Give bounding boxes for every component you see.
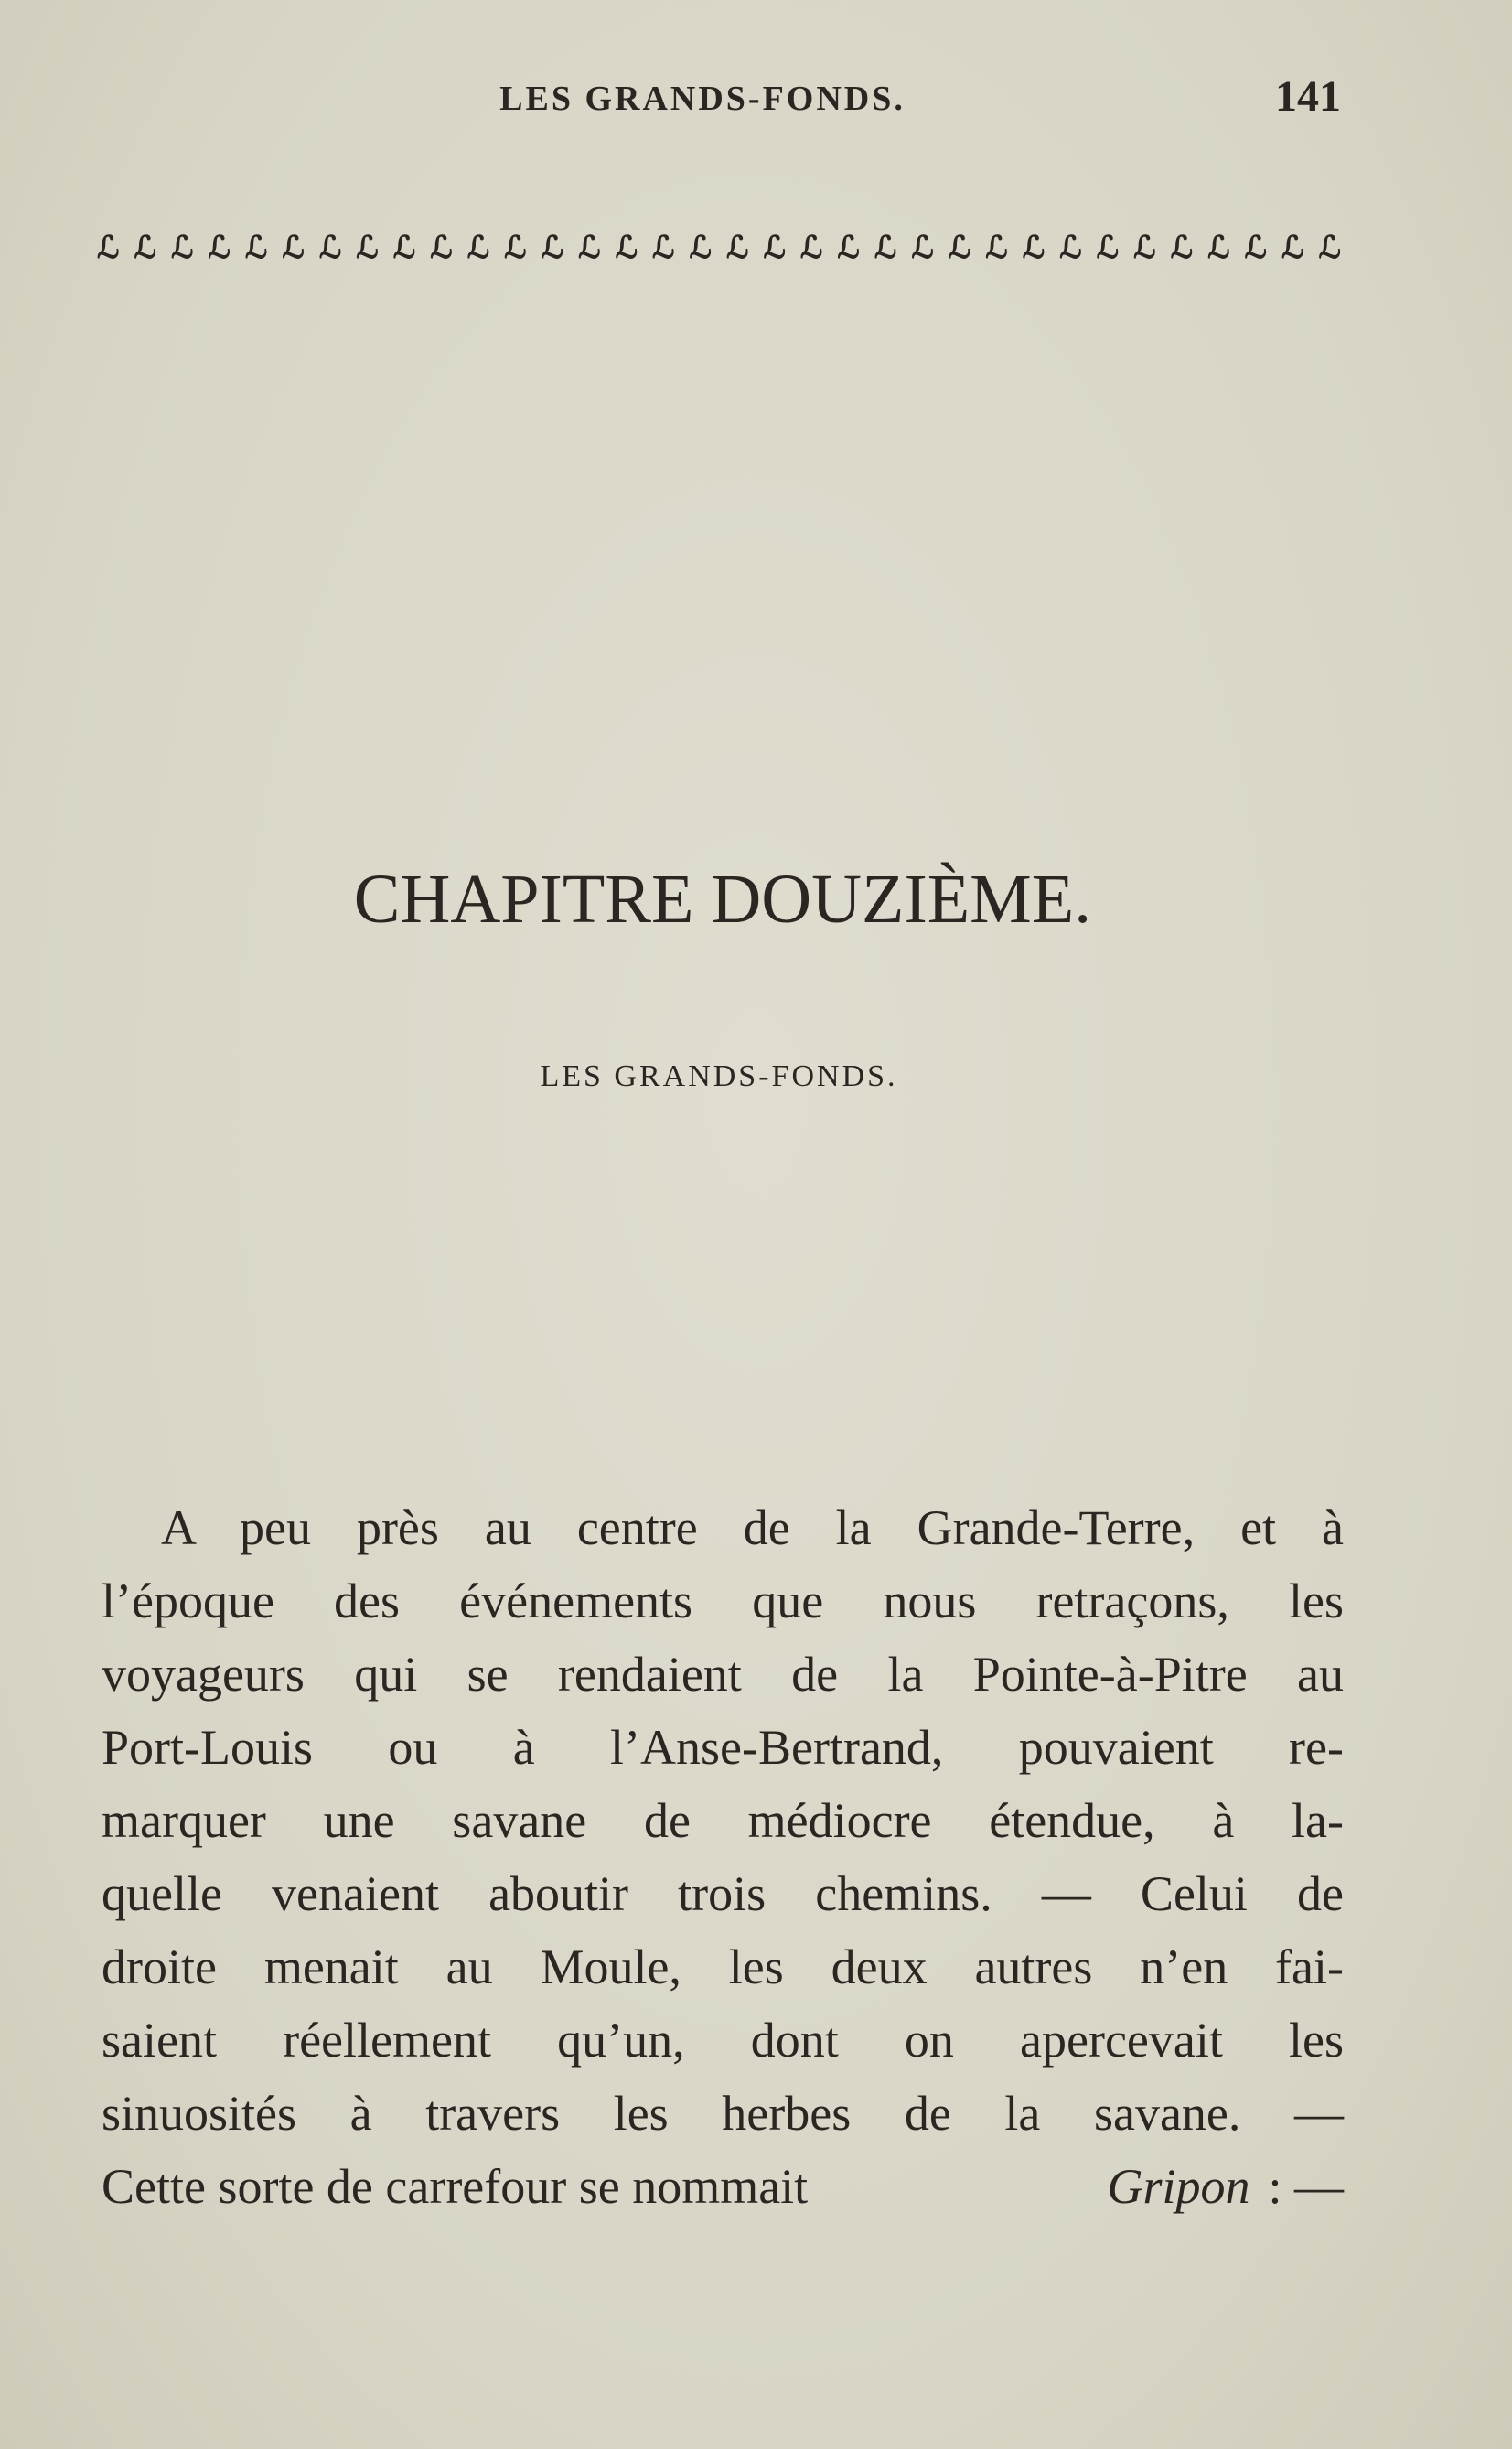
ornament-glyph: ℒ: [652, 231, 675, 265]
ornament-glyph: ℒ: [97, 231, 120, 265]
italic-word: Gripon: [1107, 2159, 1250, 2214]
ornament-glyph: ℒ: [1059, 231, 1082, 265]
text-line: marquer une savane de médiocre étendue, à la-: [102, 1793, 1344, 1848]
text-line: l’époque des événements que nous retraçons, les: [102, 1574, 1344, 1628]
ornament-glyph: ℒ: [1022, 231, 1046, 265]
text-line: sinuosités à travers les herbes de la savane. —: [102, 2086, 1344, 2141]
ornament-glyph: ℒ: [689, 231, 712, 265]
text-line: voyageurs qui se rendaient de la Pointe-à-Pitre au: [102, 1647, 1344, 1702]
ornament-glyph: ℒ: [948, 231, 971, 265]
ornament-glyph: ℒ: [282, 231, 305, 265]
chapter-title: CHAPITRE DOUZIÈME.: [353, 861, 1092, 938]
ornament-glyph: ℒ: [208, 231, 231, 265]
ornament-glyph: ℒ: [837, 231, 860, 265]
ornament-glyph: ℒ: [541, 231, 564, 265]
text-line: saient réellement qu’un, dont on apercevait les: [102, 2013, 1344, 2068]
text-segment: Cette sorte de carrefour se nommait: [102, 2159, 809, 2214]
ornament-glyph: ℒ: [1133, 231, 1156, 265]
running-title: LES GRANDS-FONDS.: [499, 80, 906, 118]
ornament-glyph: ℒ: [134, 231, 156, 265]
ornament-glyph: ℒ: [170, 231, 194, 265]
ornament-glyph: ℒ: [392, 231, 416, 265]
ornament-glyph: ℒ: [1318, 231, 1341, 265]
ornament-glyph: ℒ: [985, 231, 1008, 265]
text-line: A peu près au centre de la Grande-Terre, et à: [161, 1500, 1344, 1555]
text-line: quelle venaient aboutir trois chemins. — Celui de: [102, 1866, 1344, 1921]
body-text: [102, 1491, 1344, 2223]
ornament-glyph: ℒ: [466, 231, 490, 265]
ornament-divider: [97, 231, 1341, 267]
ornament-glyph: ℒ: [1207, 231, 1230, 265]
ornament-glyph: ℒ: [504, 231, 527, 265]
ornament-glyph: ℒ: [1096, 231, 1120, 265]
ornament-glyph: ℒ: [911, 231, 934, 265]
ornament-glyph: ℒ: [356, 231, 379, 265]
ornament-glyph: ℒ: [318, 231, 342, 265]
ornament-glyph: ℒ: [725, 231, 749, 265]
page-number: 141: [1275, 72, 1341, 121]
ornament-glyph: ℒ: [763, 231, 786, 265]
text-line-last: [102, 2150, 1344, 2223]
ornament-glyph: ℒ: [1170, 231, 1194, 265]
chapter-subtitle: LES GRANDS-FONDS.: [540, 1059, 898, 1093]
text-line: droite menait au Moule, les deux autres n’en fai-: [102, 1939, 1344, 1994]
ornament-glyph: ℒ: [430, 231, 453, 265]
ornament-glyph: ℒ: [1281, 231, 1304, 265]
ornament-glyph: ℒ: [874, 231, 897, 265]
ornament-glyph: ℒ: [799, 231, 823, 265]
text-segment: : —: [1268, 2159, 1344, 2214]
ornament-glyph: ℒ: [578, 231, 601, 265]
text-line: Port-Louis ou à l’Anse-Bertrand, pouvaient re-: [102, 1720, 1344, 1775]
ornament-glyph: ℒ: [244, 231, 268, 265]
ornament-glyph: ℒ: [1244, 231, 1268, 265]
ornament-glyph: ℒ: [615, 231, 638, 265]
